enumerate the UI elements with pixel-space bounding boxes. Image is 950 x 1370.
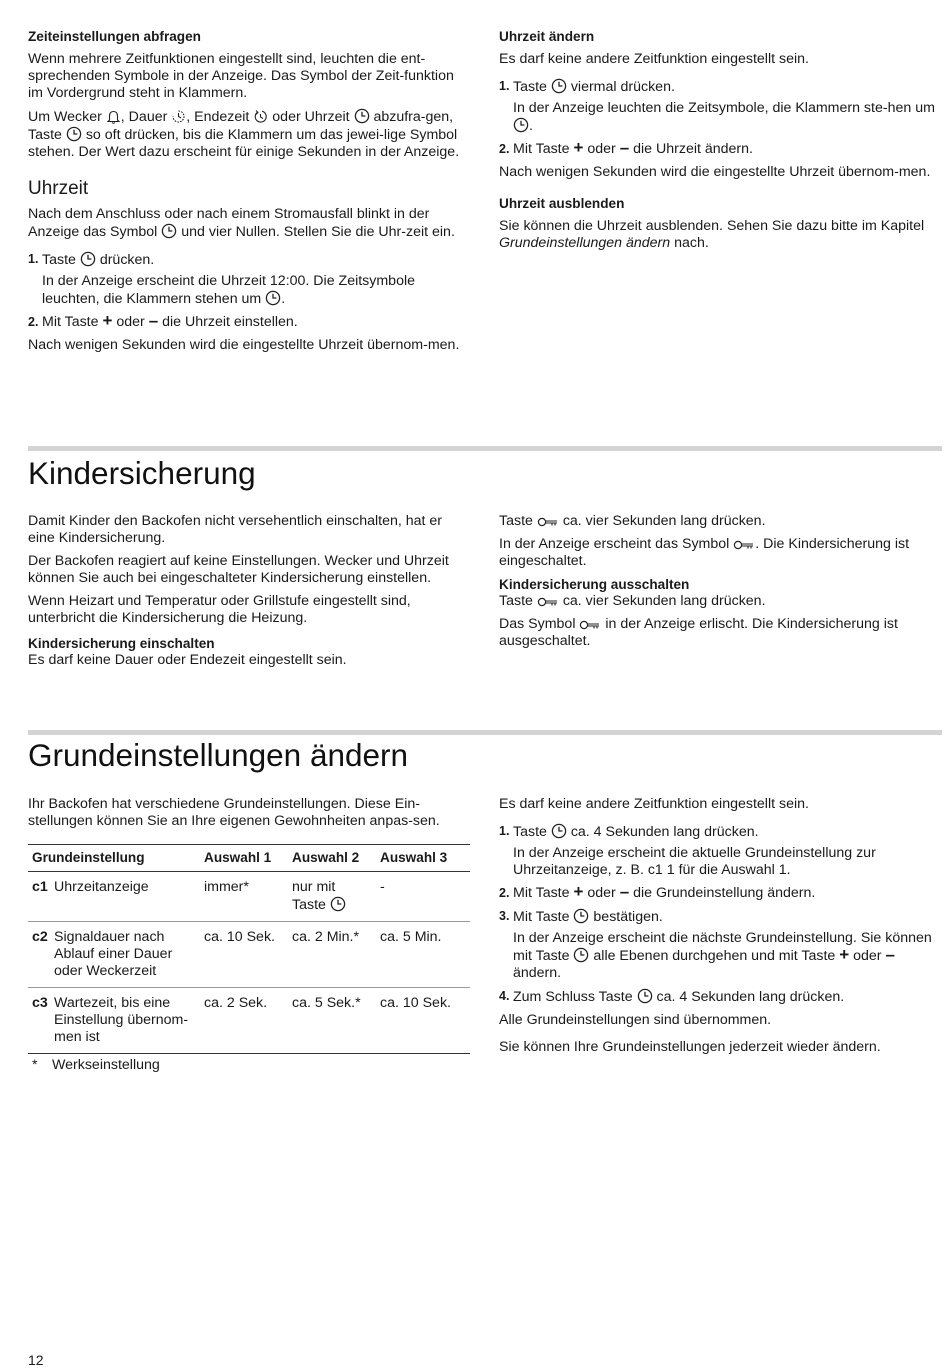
plus-symbol: + (102, 311, 113, 330)
step-number: 1. (499, 824, 510, 838)
text: und vier Nullen. Stellen Sie die Uhr-zeit ein. (177, 224, 455, 240)
text: Sie können die Uhrzeit ausblenden. Sehen Sie dazu bitte im Kapitel (499, 218, 925, 234)
step-number: 1. (28, 252, 39, 266)
paragraph: Wenn mehrere Zeitfunktionen eingestellt sind, leuchten die ent-sprechenden Symbole in der Anzeige. Das Symbol der Zeit-funktion im Vordergrund steht in Klammern. (28, 51, 454, 101)
section-title-kindersicherung: Kindersicherung (28, 455, 256, 491)
text: nach. (670, 235, 709, 251)
paragraph: Alle Grundeinstellungen sind übernommen. (499, 1012, 772, 1028)
option-3: - (376, 872, 470, 922)
paragraph: Der Backofen reagiert auf keine Einstellungen. Wecker und Uhrzeit können Sie auch bei eingeschalteter Kindersicherung einstellen. (28, 553, 449, 586)
option-3: ca. 5 Min. (376, 922, 470, 988)
key-icon (579, 619, 601, 631)
clock-icon (161, 223, 177, 239)
page-number: 12 (28, 1352, 44, 1368)
paragraph (28, 108, 472, 161)
text: In der Anzeige erscheint das Symbol (499, 536, 730, 552)
table-header-row (28, 845, 470, 872)
plus-symbol: + (573, 882, 584, 901)
setting-code: c1 (28, 872, 50, 922)
table-row (28, 872, 470, 922)
heading-kindersicherung-einschalten: Kindersicherung einschalten (28, 636, 215, 651)
step-text (513, 908, 943, 982)
paragraph (499, 513, 943, 530)
key-icon (537, 596, 559, 608)
setting-code: c2 (28, 922, 50, 988)
step-text (42, 251, 472, 308)
clock-icon (637, 988, 653, 1004)
step-text (513, 882, 943, 902)
text: . (529, 118, 533, 134)
option-2 (288, 872, 376, 922)
text: oder (112, 314, 145, 330)
paragraph: Sie können Ihre Grundeinstellungen jederzeit wieder ändern. (499, 1039, 881, 1055)
clock-icon (551, 823, 567, 839)
text: Mit Taste (513, 885, 570, 901)
kinder-right-column (499, 513, 943, 656)
step-2 (28, 311, 472, 331)
clock-icon (513, 117, 529, 133)
clock-icon (573, 908, 589, 924)
clock-icon (330, 896, 346, 912)
step-text (42, 311, 472, 331)
text: die Uhrzeit ändern. (629, 141, 753, 157)
step-1 (499, 823, 943, 879)
key-icon (733, 539, 755, 551)
setting-code: c3 (28, 988, 50, 1054)
paragraph (28, 206, 472, 241)
paragraph: Damit Kinder den Backofen nicht versehentlich einschalten, hat er eine Kindersicherung. (28, 513, 443, 546)
step-number: 1. (499, 79, 510, 93)
step-number: 2. (28, 315, 39, 329)
minus-symbol: – (148, 311, 159, 330)
paragraph: Nach wenigen Sekunden wird die eingestellte Uhrzeit übernom-men. (499, 164, 931, 180)
text: , Dauer (120, 109, 168, 125)
option-2: ca. 5 Sek.* (288, 988, 376, 1054)
setting-name: Wartezeit, bis eine Einstellung übernom-men ist (50, 988, 200, 1054)
bell-icon (106, 109, 121, 124)
chapter-reference: Grundeinstellungen ändern (499, 235, 671, 251)
text: oder (583, 141, 616, 157)
table-row (28, 988, 470, 1054)
text: nur mit Taste (292, 879, 336, 913)
heading-uhrzeit: Uhrzeit (28, 178, 89, 199)
step-number: 2. (499, 142, 510, 156)
text: Um Wecker (28, 109, 102, 125)
text: In der Anzeige erscheint die aktuelle Grundeinstellung zur Uhrzeitanzeige, z. B. c1 1 für die Auswahl 1. (513, 845, 876, 878)
text: abzufra-gen, Taste (28, 109, 454, 143)
option-3: ca. 10 Sek. (376, 988, 470, 1054)
text: Mit Taste (513, 141, 570, 157)
clock-icon (80, 251, 96, 267)
step-number: 3. (499, 909, 510, 923)
text: ca. 4 Sekunden lang drücken. (652, 989, 845, 1005)
clock-icon (265, 290, 281, 306)
clock-icon (354, 108, 370, 124)
step-number: 2. (499, 886, 510, 900)
top-left-column (28, 28, 472, 360)
text: Nach dem Anschluss oder nach einem Stromausfall blinkt in der Anzeige das Symbol (28, 206, 430, 240)
text: viermal drücken. (566, 79, 675, 95)
text: oder (849, 948, 882, 964)
minus-symbol: – (619, 138, 630, 157)
setting-name: Uhrzeitanzeige (50, 872, 200, 922)
paragraph: Ihr Backofen hat verschiedene Grundeinstellungen. Diese Ein-stellungen können Sie an Ihre eigenen Gewohnheiten anpas-sen. (28, 796, 440, 829)
endtime-icon (253, 109, 268, 124)
plus-symbol: + (573, 138, 584, 157)
step-text (513, 78, 943, 135)
step-text (513, 823, 943, 879)
duration-icon (171, 109, 186, 124)
text: . (281, 291, 286, 307)
option-1: ca. 2 Sek. (200, 988, 288, 1054)
step-text (513, 988, 943, 1006)
key-icon (537, 516, 559, 528)
footnote-text: Werkseinstellung (52, 1057, 160, 1073)
text: Taste (513, 824, 547, 840)
paragraph (499, 536, 943, 570)
text: Das Symbol (499, 616, 576, 632)
plus-symbol: + (839, 945, 850, 964)
text: die Uhrzeit einstellen. (158, 314, 298, 330)
section-title-grundeinstellungen: Grundeinstellungen ändern (28, 737, 409, 773)
step-3 (499, 908, 943, 982)
table-footnote (28, 1057, 472, 1074)
step-1 (28, 251, 472, 308)
text: Taste (499, 593, 533, 609)
text: In der Anzeige leuchten die Zeitsymbole, die Klammern ste-hen um (513, 100, 935, 116)
paragraph: Es darf keine andere Zeitfunktion eingestellt sein. (499, 51, 809, 67)
text: ändern. (513, 965, 562, 981)
step-4 (499, 988, 943, 1006)
paragraph: Wenn Heizart und Temperatur oder Grillstufe eingestellt sind, unterbricht die Kindersicherung die Heizung. (28, 593, 411, 626)
grund-left-column (28, 796, 472, 1074)
step-text (513, 138, 943, 158)
footnote-marker: * (32, 1057, 38, 1073)
top-right-column (499, 28, 943, 258)
minus-symbol: – (885, 945, 895, 964)
text: Taste (513, 79, 547, 95)
column-header: Grundeinstellung (28, 845, 200, 872)
step-2 (499, 882, 943, 902)
text: Mit Taste (513, 909, 570, 925)
text: . Die Kindersicherung ist eingeschaltet. (499, 536, 910, 569)
paragraph: Nach wenigen Sekunden wird die eingestellte Uhrzeit übernom-men. (28, 337, 460, 353)
section-divider (28, 730, 942, 735)
step-2 (499, 138, 943, 158)
column-header: Auswahl 3 (376, 845, 470, 872)
text: bestätigen. (589, 909, 663, 925)
column-header: Auswahl 1 (200, 845, 288, 872)
text: Taste (499, 513, 533, 529)
kinder-left-column (28, 513, 472, 675)
text: so oft drücken, bis die Klammern um das jewei-lige Symbol stehen. Der Wert dazu erscheint für einige Sekunden in der Anzeige. (28, 127, 460, 160)
column-header: Auswahl 2 (288, 845, 376, 872)
text: alle Ebenen durchgehen und mit Taste (589, 948, 836, 964)
heading-kindersicherung-ausschalten: Kindersicherung ausschalten (499, 577, 690, 592)
step-1 (499, 78, 943, 135)
text: ca. vier Sekunden lang drücken. (558, 513, 766, 529)
option-1: ca. 10 Sek. (200, 922, 288, 988)
text: in der Anzeige erlischt. Die Kindersicherung ist ausgeschaltet. (499, 616, 898, 649)
table-row (28, 922, 470, 988)
section-divider (28, 446, 942, 451)
text: ca. 4 Sekunden lang drücken. (566, 824, 759, 840)
text: oder Uhrzeit (268, 109, 350, 125)
heading-uhrzeit-ausblenden: Uhrzeit ausblenden (499, 196, 625, 211)
option-2: ca. 2 Min.* (288, 922, 376, 988)
text: In der Anzeige erscheint die Uhrzeit 12:00. Die Zeitsymbole leuchten, die Klammern stehen um (42, 273, 416, 307)
paragraph (499, 593, 943, 610)
heading-zeiteinstellungen-abfragen: Zeiteinstellungen abfragen (28, 29, 201, 44)
text: Mit Taste (42, 314, 99, 330)
clock-icon (66, 126, 82, 142)
clock-icon (573, 947, 589, 963)
minus-symbol: – (619, 882, 630, 901)
setting-name: Signaldauer nach Ablauf einer Dauer oder Weckerzeit (50, 922, 200, 988)
text: Zum Schluss Taste (513, 989, 633, 1005)
text: ca. vier Sekunden lang drücken. (558, 593, 766, 609)
text: die Grundeinstellung ändern. (629, 885, 816, 901)
paragraph (499, 218, 943, 252)
text: , Endezeit (186, 109, 250, 125)
paragraph (499, 616, 943, 650)
paragraph: Es darf keine Dauer oder Endezeit eingestellt sein. (28, 652, 347, 668)
clock-icon (551, 78, 567, 94)
option-1: immer* (200, 872, 288, 922)
settings-table (28, 844, 470, 1054)
heading-uhrzeit-aendern: Uhrzeit ändern (499, 29, 595, 44)
text: In der Anzeige erscheint die nächste Grundeinstellung. Sie können mit Taste (513, 930, 932, 964)
text: oder (583, 885, 616, 901)
grund-right-column (499, 796, 943, 1062)
step-number: 4. (499, 989, 510, 1003)
text: drücken. (95, 252, 155, 268)
text: Taste (42, 252, 76, 268)
paragraph: Es darf keine andere Zeitfunktion eingestellt sein. (499, 796, 809, 812)
